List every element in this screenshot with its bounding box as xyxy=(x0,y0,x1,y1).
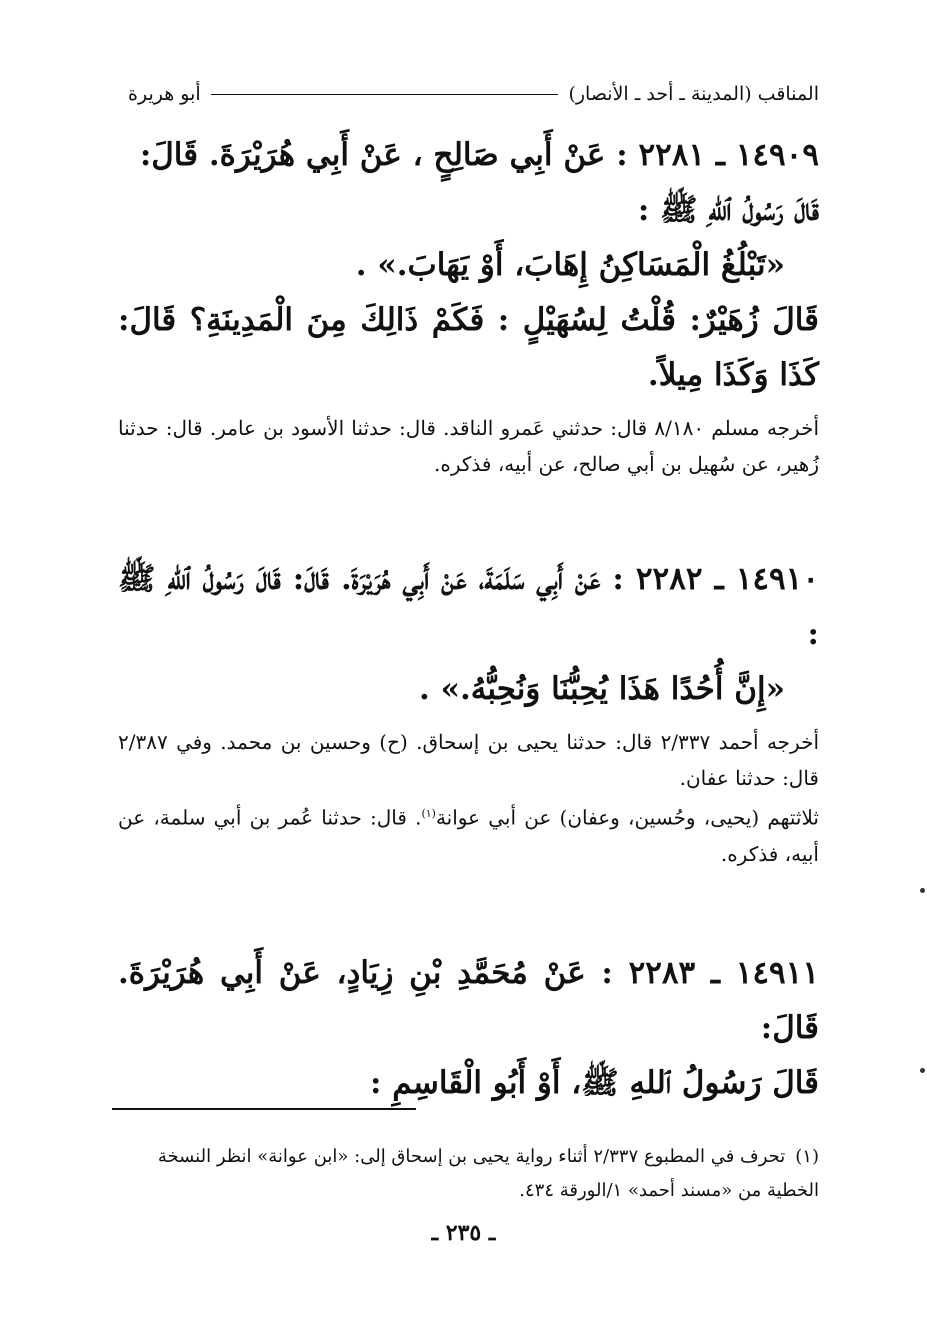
hadith-comment: قَالَ زُهَيْرٌ: قُلْتُ لِسُهَيْلٍ : فَكَمْ ذَالِكَ مِنَ الْمَدِينَةِ؟ قَالَ: كَذَا وَكَذَا مِيلاً. xyxy=(118,302,819,393)
page-number: ـ ٢٣٥ ـ xyxy=(431,1220,496,1246)
hadith-isnad: ١٤٩٠٩ ـ ٢٢٨١ : عَنْ أَبِي صَالِحٍ ، عَنْ أَبِي هُرَيْرَةَ. قَالَ: xyxy=(139,137,819,173)
hadith-isnad: ١٤٩١٠ ـ ٢٢٨٢ : عَنْ أَبِي سَلَمَةَ، عَنْ أَبِي هُرَيْرَةَ. قَالَ: قَالَ رَسُولُ ٱللهِ ﷺ : xyxy=(118,561,819,652)
takhrij-text: أخرجه أحمد ٢/٣٣٧ قال: حدثنا يحيى بن إسحاق. (ح) وحسين بن محمد. وفي ٢/٣٨٧ قال: حدثنا عفان. xyxy=(118,730,819,790)
takhrij-note-2 xyxy=(118,724,819,872)
takhrij-text: أخرجه مسلم ٨/١٨٠ قال: حدثني عَمرو الناقد. قال: حدثنا الأسود بن عامر. قال: حدثنا زُهير، عن سُهيل بن أبي صالح، عن أبيه، فذكره. xyxy=(118,416,819,476)
scan-speck xyxy=(920,1068,925,1073)
footnote-separator xyxy=(112,1108,416,1110)
hadith-14911 xyxy=(118,946,819,1111)
takhrij-text-continued xyxy=(118,796,819,872)
hadith-matn: «إِنَّ أُحُدًا هَذَا يُحِبُّنَا وَنُحِبُّهُ.» . xyxy=(419,671,785,707)
takhrij-part: ثلاثتهم (يحيى، وحُسين، وعفان) عن أبي عوانة xyxy=(435,805,819,830)
hadith-intro: قَالَ رَسُولُ ٱللهِ ﷺ، أَوْ أَبُو الْقَاسِمِ : xyxy=(369,1065,819,1101)
hadith-matn: «تَبْلُغُ الْمَسَاكِنُ إِهَابَ، أَوْ يَهَابَ.» . xyxy=(355,247,785,283)
hadith-14909 xyxy=(118,128,819,403)
header-rule xyxy=(211,94,559,95)
header-chapter-title: المناقب (المدينة ـ أحد ـ الأنصار) xyxy=(568,83,819,105)
hadith-isnad: ١٤٩١١ ـ ٢٢٨٣ : عَنْ مُحَمَّدِ بْنِ زِيَادٍ، عَنْ أَبِي هُرَيْرَةَ. قَالَ: xyxy=(118,955,819,1046)
running-header xyxy=(128,82,819,106)
footnote-text: تحرف في المطبوع ٢/٣٣٧ أثناء رواية يحيى بن إسحاق إلى: «ابن عوانة» انظر النسخة الخطية من «مسند أحمد» ١/الورقة ٤٣٤. xyxy=(157,1146,819,1201)
hadith-14910 xyxy=(118,552,819,717)
footnote xyxy=(118,1140,819,1208)
header-narrator-title: أبو هريرة xyxy=(128,83,201,105)
footnote-number: (١) xyxy=(795,1146,819,1167)
takhrij-part: . قال: حدثنا عُمر بن أبي سلمة، عن أبيه، فذكره. xyxy=(118,805,819,866)
scan-speck xyxy=(920,888,925,893)
footnote-marker: (١) xyxy=(421,807,436,820)
takhrij-note-1 xyxy=(118,410,819,482)
hadith-intro: قَالَ رَسُولُ ٱللهِ ﷺ : xyxy=(637,192,819,228)
